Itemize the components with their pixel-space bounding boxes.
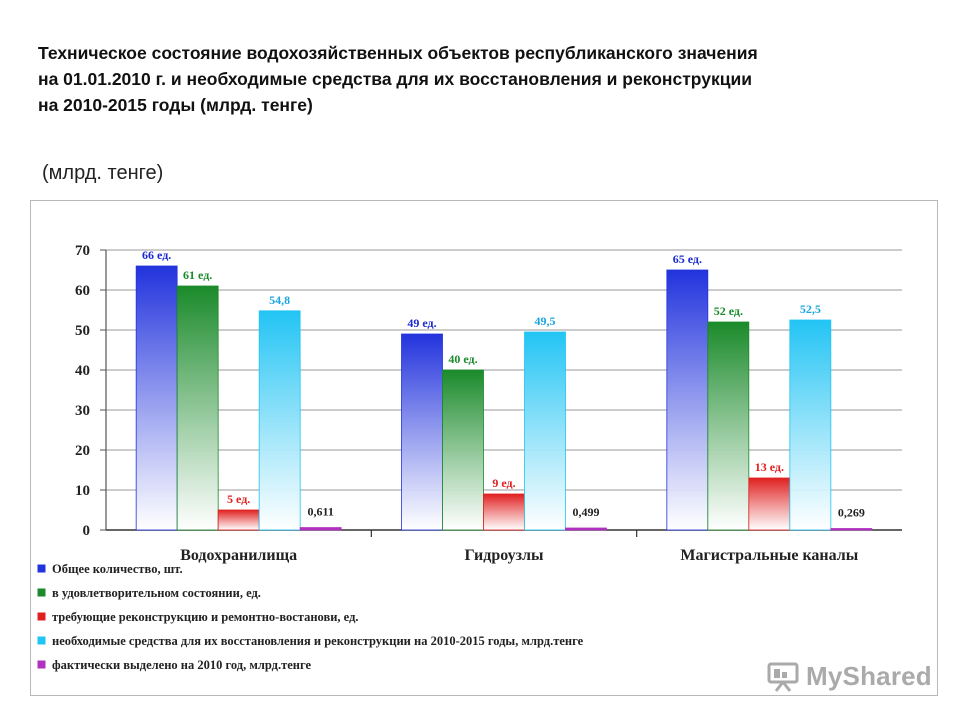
data-label: 9 ед. [492, 476, 516, 490]
data-label: 61 ед. [183, 268, 213, 282]
legend-swatch [38, 565, 45, 572]
title-line-2: на 01.01.2010 г. и необходимые средства для их восстановления и реконструкции [38, 69, 752, 89]
y-tick-label: 30 [75, 403, 90, 419]
legend-swatch [38, 589, 45, 596]
legend-swatch [38, 661, 45, 668]
bar-chart [30, 200, 938, 696]
data-label: 0,499 [572, 505, 600, 520]
chart-title [38, 40, 938, 118]
bar-3-2 [708, 322, 749, 530]
bar-3-3 [749, 478, 790, 530]
data-label: 49,5 [534, 314, 556, 328]
bar-3-1 [667, 270, 708, 530]
legend-entry: Общее количество, шт. [52, 562, 183, 576]
y-tick-label: 10 [75, 483, 90, 499]
bar-1-4 [259, 311, 300, 530]
data-label: 49 ед. [407, 316, 437, 330]
data-label: 52 ед. [713, 304, 743, 318]
legend-swatch [38, 613, 45, 620]
bar-1-3 [218, 510, 259, 530]
data-label: 52,5 [799, 302, 821, 316]
bar-3-5 [831, 529, 872, 531]
bar-2-4 [525, 332, 566, 530]
data-label: 66 ед. [142, 248, 172, 262]
bar-chart-panel [30, 200, 938, 696]
title-line-3: на 2010-2015 годы (млрд. тенге) [38, 95, 313, 115]
y-tick-label: 0 [82, 523, 90, 539]
data-label: 13 ед. [754, 460, 784, 474]
data-label: 40 ед. [448, 352, 478, 366]
y-tick-label: 60 [75, 283, 90, 299]
data-label: 0,611 [307, 504, 334, 519]
watermark-shared: Shared [842, 660, 932, 691]
legend-entry: фактически выделено на 2010 год, млрд.тенге [52, 658, 312, 672]
units-label: (млрд. тенге) [42, 162, 164, 184]
bar-2-2 [443, 370, 484, 530]
data-label: 54,8 [269, 292, 291, 307]
bar-2-3 [484, 494, 525, 530]
data-label: 5 ед. [227, 492, 251, 506]
bar-1-5 [300, 528, 341, 530]
x-category-label: Гидроузлы [464, 547, 544, 564]
bar-1-1 [136, 266, 177, 530]
watermark-my: My [806, 660, 843, 691]
y-tick-label: 20 [75, 443, 90, 459]
slideshow-icon [766, 659, 800, 693]
legend-swatch [38, 637, 45, 644]
legend-entry: в удовлетворительном состоянии, ед. [52, 586, 261, 600]
x-category-label: Магистральные каналы [680, 547, 859, 564]
bar-3-4 [790, 320, 831, 530]
bar-2-1 [402, 334, 443, 530]
watermark [766, 656, 932, 696]
legend-entry: необходимые средства для их восстановления и реконструкции на 2010-2015 годы, млрд.тенге [52, 634, 584, 648]
data-label: 65 ед. [672, 252, 702, 266]
y-tick-label: 50 [75, 323, 90, 339]
title-line-1: Техническое состояние водохозяйственных объектов республиканского значения [38, 43, 758, 63]
bar-2-5 [566, 528, 607, 530]
watermark-text [806, 661, 932, 692]
legend-entry: требующие реконструкцию и ремонтно-востанови, ед. [52, 610, 359, 624]
bar-1-2 [177, 286, 218, 530]
y-tick-label: 40 [75, 363, 90, 379]
y-tick-label: 70 [75, 243, 90, 259]
x-category-label: Водохранилища [180, 547, 298, 564]
data-label: 0,269 [837, 505, 865, 520]
